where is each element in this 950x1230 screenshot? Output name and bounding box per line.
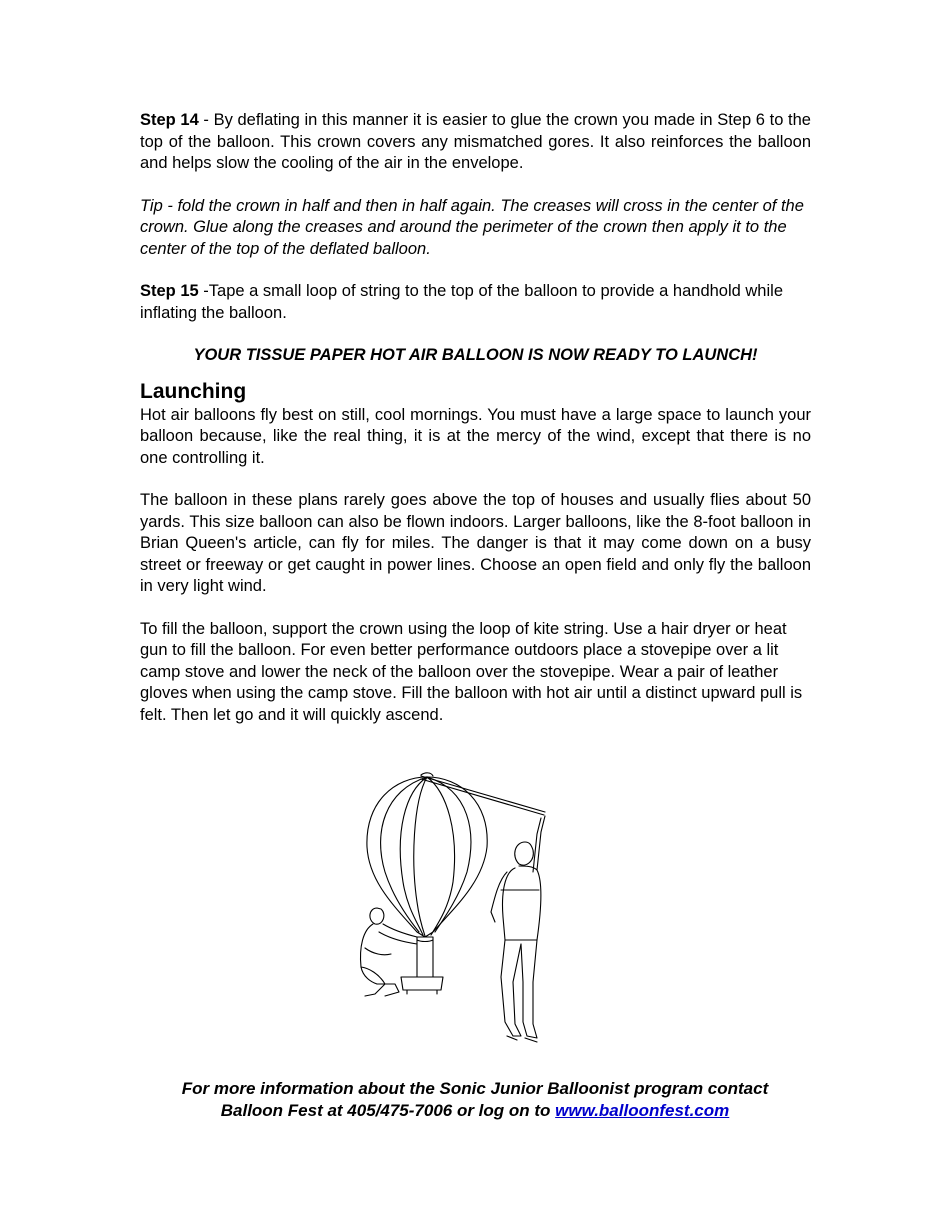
balloon-launch-illustration [355,772,560,1044]
document-body [140,110,811,726]
footer-line-2 [0,1100,950,1122]
step-14-label: Step 14 [140,111,199,129]
footer-line-1: For more information about the Sonic Junior Balloonist program contact [181,1079,769,1098]
step-15-text: -Tape a small loop of string to the top of the balloon to provide a handhold while inflating the balloon. [140,282,783,322]
tip-paragraph: Tip - fold the crown in half and then in half again. The creases will cross in the center of the crown. Glue along the creases and around the perimeter of the crown then apply it to the center of the top of the deflated balloon. [140,196,804,258]
contact-footer [0,1078,950,1122]
launching-heading: Launching [140,379,247,403]
balloonfest-link[interactable]: www.balloonfest.com [555,1101,730,1120]
step-15-label: Step 15 [140,282,199,300]
footer-line-2-text: Balloon Fest at 405/475-7006 or log on to [220,1101,556,1120]
launching-paragraph-3: To fill the balloon, support the crown using the loop of kite string. Use a hair dryer or heat gun to fill the balloon. For even better performance outdoors place a stovepipe over a lit camp stove and lower the neck of the balloon over the stovepipe. Wear a pair of leather gloves when using the camp stove. Fill the balloon with hot air until a distinct upward pull is felt. Then let go and it will quickly ascend. [140,619,803,724]
launching-paragraph-2: The balloon in these plans rarely goes above the top of houses and usually flies about 50 yards. This size balloon can also be flown indoors. Larger balloons, like the 8-foot balloon in Brian Queen's article, can fly for miles. The danger is that it may come down on a busy street or freeway or get caught in power lines. Choose an open field and only fly the balloon in very light wind. [140,491,811,595]
launch-ready-banner: YOUR TISSUE PAPER HOT AIR BALLOON IS NOW READY TO LAUNCH! [193,346,758,364]
launching-paragraph-1: Hot air balloons fly best on still, cool mornings. You must have a large space to launch your balloon because, like the real thing, it is at the mercy of the wind, except that there is no one controlling it. [140,405,811,467]
step-14-paragraph [140,110,811,175]
step-14-text: - By deflating in this manner it is easier to glue the crown you made in Step 6 to the top of the balloon. This crown covers any mismatched gores. It also reinforces the balloon and helps slow the cooling of the air in the envelope. [140,111,811,172]
step-15-paragraph [140,281,811,324]
